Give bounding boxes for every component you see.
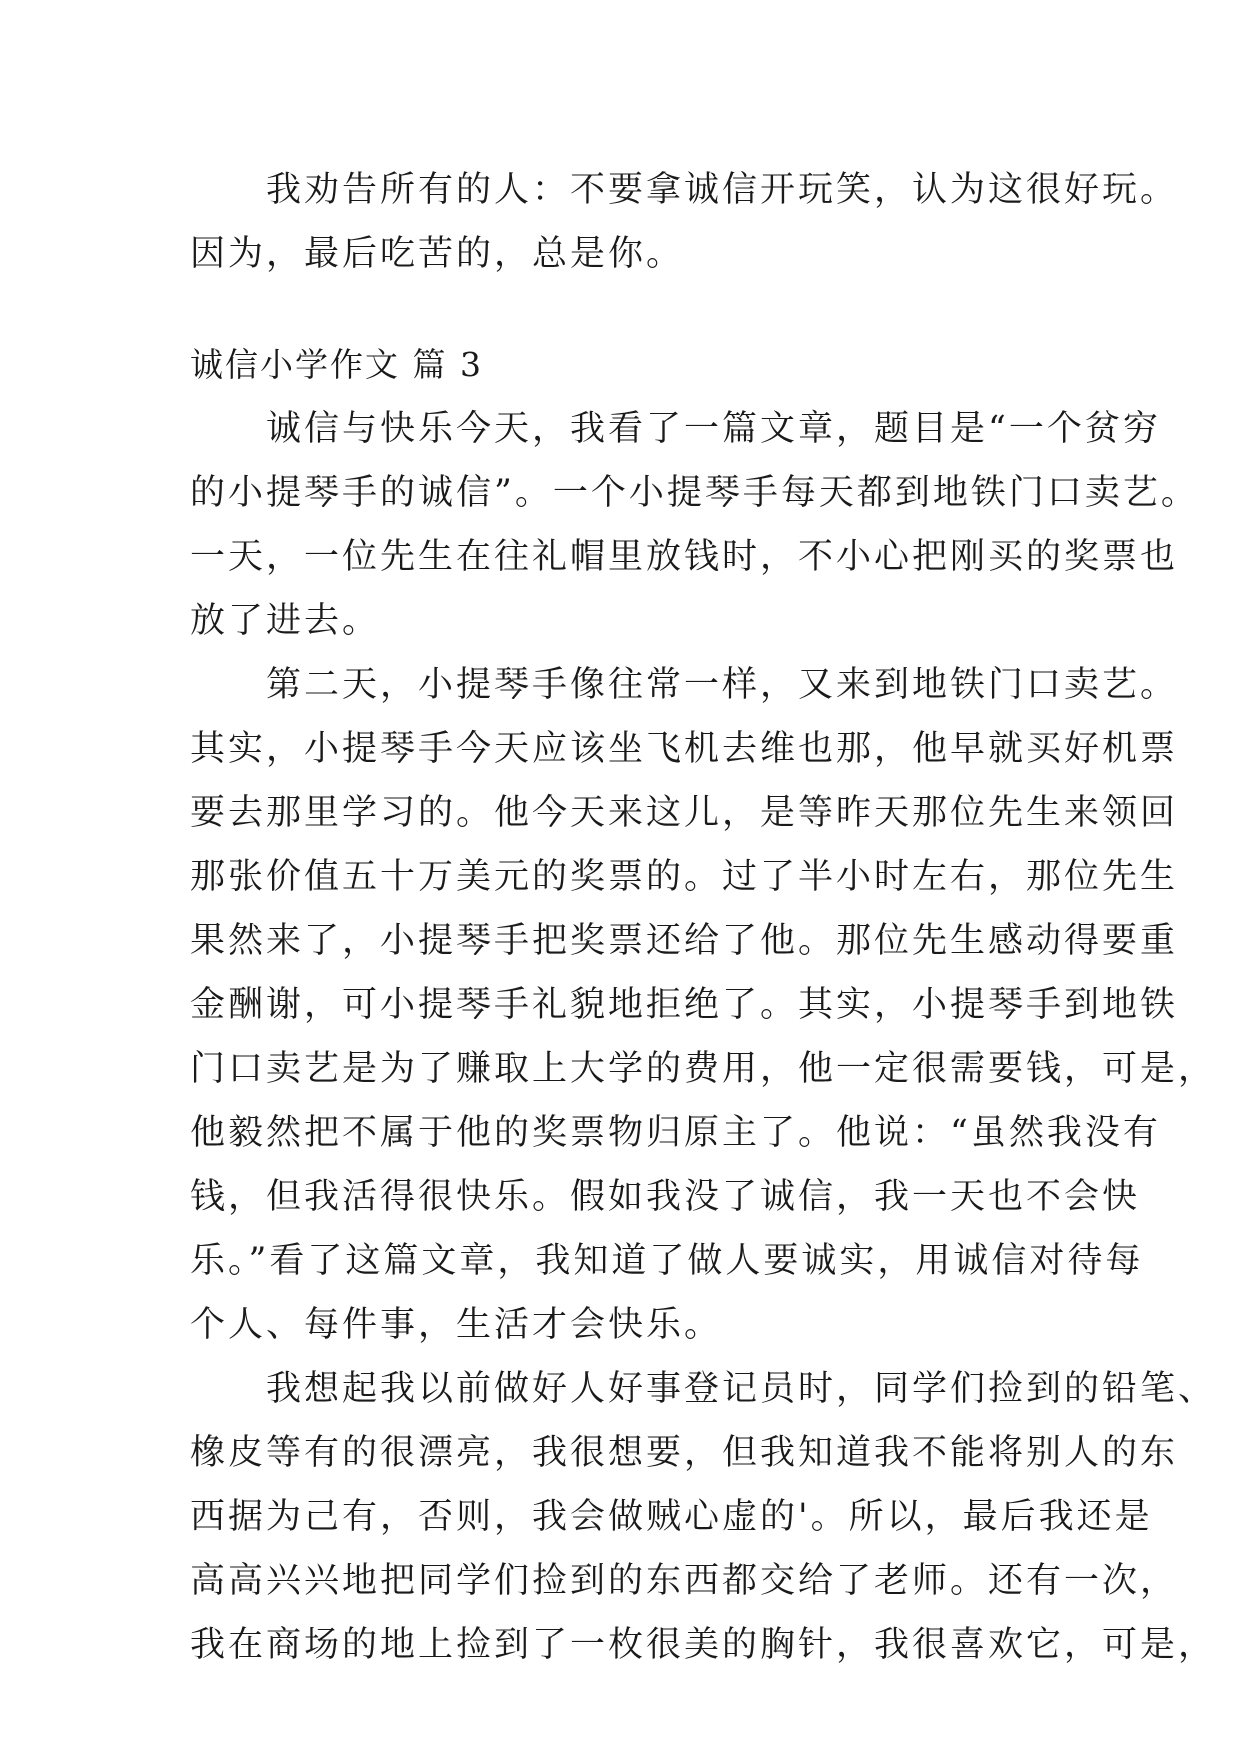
essay-section [190,333,1217,1677]
text-line: 一天，一位先生在往礼帽里放钱时，不小心把刚买的奖票也 [190,537,1179,577]
text-line: 因为，最后吃苦的，总是你。 [190,234,685,274]
text-line: 他毅然把不属于他的奖票物归原主了。他说：“虽然我没有 [190,1113,1161,1153]
text-line: 个人、每件事，生活才会快乐。 [190,1305,723,1345]
text-line: 放了进去。 [190,601,381,641]
text-line: 门口卖艺是为了赚取上大学的费用，他一定很需要钱，可是， [190,1049,1217,1089]
text-line: 金酬谢，可小提琴手礼貌地拒绝了。其实，小提琴手到地铁 [190,985,1179,1025]
text-line: 的小提琴手的诚信”。一个小提琴手每天都到地铁门口卖艺。 [190,473,1199,513]
paragraph-advice [190,158,1179,286]
text-line: 那张价值五十万美元的奖票的。过了半小时左右，那位先生 [190,857,1179,897]
text-line: 我劝告所有的人：不要拿诚信开玩笑，认为这很好玩。 [190,170,1179,210]
text-line: 果然来了，小提琴手把奖票还给了他。那位先生感动得要重 [190,921,1179,961]
text-line: 橡皮等有的很漂亮，我很想要，但我知道我不能将别人的东 [190,1433,1179,1473]
text-line: 诚信与快乐今天，我看了一篇文章，题目是“一个贫穷 [190,409,1161,449]
text-line: 西据为己有，否则，我会做贼心虚的'。所以，最后我还是 [190,1497,1153,1537]
text-line: 高高兴兴地把同学们捡到的东西都交给了老师。还有一次， [190,1561,1179,1601]
text-line: 乐。”看了这篇文章，我知道了做人要诚实，用诚信对待每 [190,1241,1144,1281]
text-line: 我在商场的地上捡到了一枚很美的胸针，我很喜欢它，可是， [190,1625,1217,1665]
text-line: 钱，但我活得很快乐。假如我没了诚信，我一天也不会快 [190,1177,1141,1217]
text-line: 我想起我以前做好人好事登记员时，同学们捡到的铅笔、 [190,1369,1217,1409]
text-line: 其实，小提琴手今天应该坐飞机去维也那，他早就买好机票 [190,729,1179,769]
text-line: 第二天，小提琴手像往常一样，又来到地铁门口卖艺。 [190,665,1179,705]
text-line: 要去那里学习的。他今天来这儿，是等昨天那位先生来领回 [190,793,1179,833]
section-heading: 诚信小学作文 篇 3 [190,345,483,384]
